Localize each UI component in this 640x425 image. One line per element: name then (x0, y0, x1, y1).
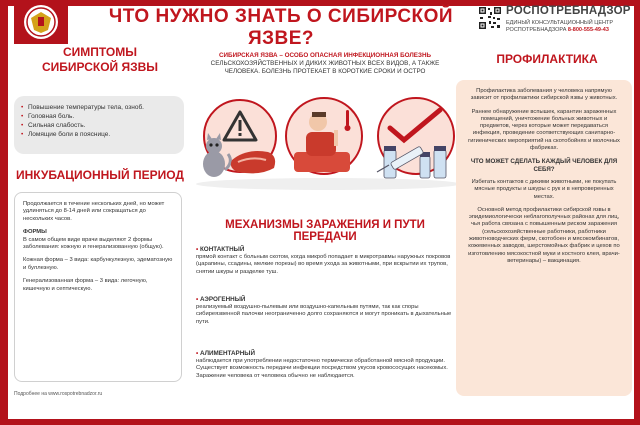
intro-emphasis: СИБИРСКАЯ ЯЗВА – ОСОБО ОПАСНАЯ ИНФЕКЦИОННАЯ БОЛЕЗНЬ (218, 52, 432, 59)
list-item: • Сильная слабость. (28, 121, 176, 130)
symptoms-title-line2: СИБИРСКОЙ ЯЗВЫ (41, 60, 159, 74)
forms-heading: ФОРМЫ (23, 229, 47, 236)
prevention-p3: Избегать контактов с дикими животными, не покупать мясные продукты и шкуры с рук и в непроверенных местах. (471, 178, 617, 200)
intro-rest: СЕЛЬСКОХОЗЯЙСТВЕННЫХ И ДИКИХ ЖИВОТНЫХ ВСЕХ ВИДОВ, А ТАКЖЕ ЧЕЛОВЕКА. БОЛЕЗНЬ ПРОТЕКАЕТ В КОРОТКИЕ СРОКИ И ОСТРО (210, 60, 440, 75)
prevention-title: ПРОФИЛАКТИКА (496, 52, 598, 66)
mechanism-body: прямой контакт с больным скотом, когда микроб попадает в микротравмы наружных покровов (царапины, ссадины, мелкие порезы) во время ухода за животными, при вскрытии их трупов, снятии шкуры и разделке туш. (196, 254, 451, 275)
mechanism-body: реализуемый воздушно-пылевым или воздушно-капельным путями, так как споры сибиреязвенной палочки неограниченно долго сохраняются и могут проникать в дыхательные пути. (196, 304, 452, 325)
incubation-panel (14, 192, 182, 382)
left-frame (0, 0, 8, 425)
page-title: ЧТО НУЖНО ЗНАТЬ О СИБИРСКОЙ ЯЗВЕ? (108, 6, 454, 49)
general-form-text: Генерализованная форма – 3 вида: легочную, кишечную и септическую. (23, 278, 148, 292)
hotline-text: ЕДИНЫЙ КОНСУЛЬТАЦИОННЫЙ ЦЕНТР РОСПОТРЕБНАДЗОРА (506, 20, 614, 33)
symptoms-title-line1: СИМПТОМЫ (62, 45, 138, 59)
symptoms-list (28, 103, 176, 139)
mechanism-contact (196, 246, 454, 276)
infection-illustration (194, 92, 462, 192)
sick-person-icon (286, 98, 362, 174)
brand-name: РОСПОТРЕБНАДЗОР (506, 5, 631, 17)
bottom-frame (0, 419, 640, 425)
incubation-duration: Продолжается в течение нескольких дней, но может удлиняться до 8-14 дней или сокращаться до нескольких часов. (23, 201, 165, 222)
right-frame (634, 0, 640, 425)
prevention-panel (456, 80, 632, 396)
mechanism-alimentary (196, 350, 454, 380)
mechanism-note: Заражение человека от человека обычно не наблюдается. (196, 372, 355, 379)
hotline-phone: 8-800-555-49-43 (567, 27, 609, 33)
rospotrebnadzor-emblem-icon (14, 0, 68, 44)
prevention-p2: Раннее обнаружение вспышек, карантин зараженных помещений, уничтожение больных животных и предметов, через которые может передаваться инфекция, проведение соответствующих санитарно-гигиенических мероприятий на скотобойнях и молочных фабриках. (468, 108, 620, 152)
symptoms-panel (14, 96, 184, 154)
qr-code-icon (478, 6, 502, 30)
forms-text: В самом общем виде врачи выделяют 2 формы заболевания: кожную и генерализованную (общую). (23, 236, 164, 251)
mechanism-head: • АЭРОГЕННЫЙ (196, 296, 454, 304)
incubation-title: ИНКУБАЦИОННЫЙ ПЕРИОД (16, 168, 184, 182)
mechanism-aerogenic (196, 296, 454, 326)
list-item: • Головная боль. (28, 112, 176, 121)
symptoms-title (16, 45, 184, 75)
prevention-p4: Основной метод профилактики сибирской язвы в эпидемиологически неблагополучных районах для лиц, чья работа связана с повышенным риском заражения (сельскохозяйственные работники, работники животноводческих ферм, скотобоен и мясокомбинатов, кожевенных заводов, шерстомойных фабрик и цехов по изготовлению мясокостной муки и костного клея, врачи-ветеринары) – вакцинация. (468, 206, 620, 264)
mechanism-body: наблюдается при употреблении недостаточно термически обработанной мясной продукции. Существует возможность передачи инфекции посредством укусов кровососущих насекомых. (196, 358, 448, 372)
list-item: • Повышение температуры тела, озноб. (28, 103, 176, 112)
mechanisms-title: МЕХАНИЗМЫ ЗАРАЖЕНИЯ И ПУТИ ПЕРЕДАЧИ (225, 219, 425, 243)
footnote-link: Подробнее на www.rospotrebnadzor.ru (14, 391, 103, 397)
hotline-info (506, 20, 632, 34)
mechanism-head: • АЛИМЕНТАРНЫЙ (196, 350, 454, 358)
vaccine-vials-icon (378, 98, 454, 178)
prevention-p1: Профилактика заболевания у человека напрямую зависит от профилактики сибирской язвы у животных. (470, 88, 618, 102)
prevention-question: ЧТО МОЖЕТ СДЕЛАТЬ КАЖДЫЙ ЧЕЛОВЕК ДЛЯ СЕБЯ? (470, 158, 618, 173)
list-item: • Ломящие боли в пояснице. (28, 130, 176, 139)
skin-form-text: Кожная форма – 3 вида: карбункулезную, эдематозную и буллезную. (23, 257, 173, 271)
mechanism-head: • КОНТАКТНЫЙ (196, 246, 454, 254)
center-intro (200, 52, 450, 76)
